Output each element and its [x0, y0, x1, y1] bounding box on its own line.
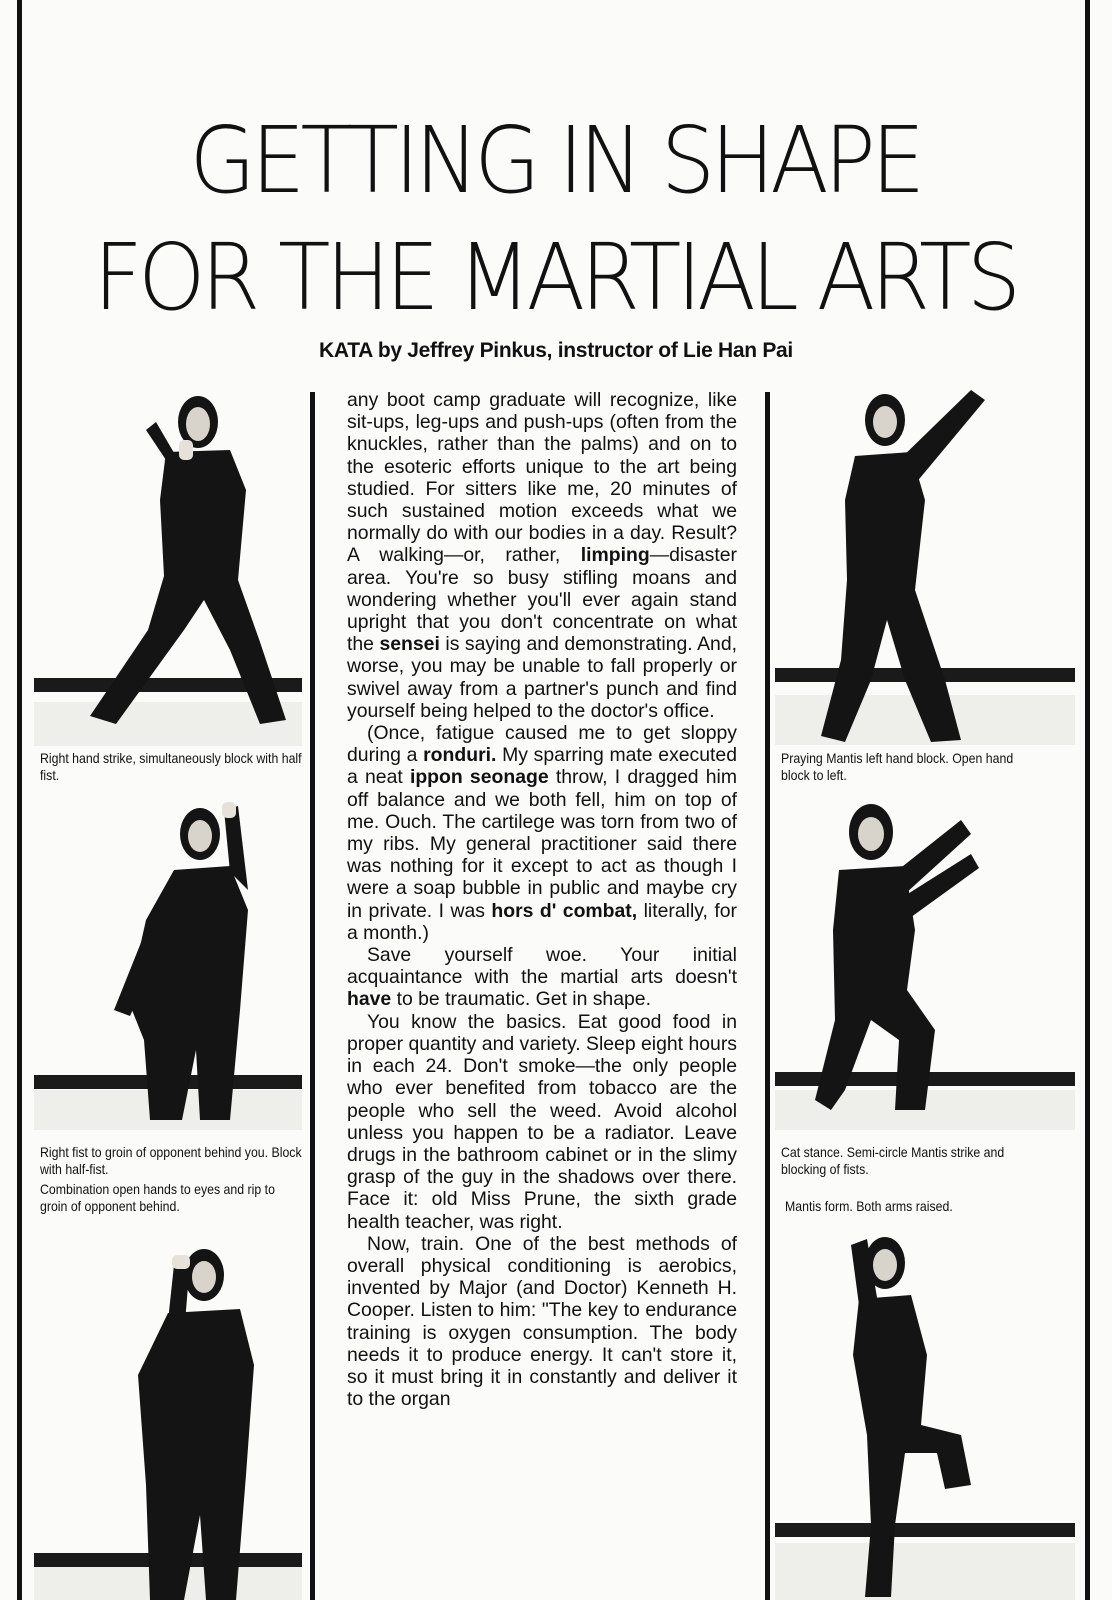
headline-line-2: FOR THE MARTIAL ARTS	[93, 224, 1017, 331]
article-body	[347, 389, 737, 1410]
byline-by: by	[377, 339, 402, 362]
byline-section: KATA	[319, 339, 373, 362]
figure-silhouette	[34, 1225, 302, 1600]
figure-silhouette	[34, 380, 302, 746]
caption-left-middle: Right fist to groin of opponent behind you. Block with half-fist.	[40, 1144, 302, 1177]
article-paragraph-1: any boot camp graduate will recognize, like sit-ups, leg-ups and push-ups (often from the knuckles, rather than the palms) and on to the esoteric efforts unique to the art being studied. For sitters like me, 20 minutes of such sustained motion exceeds what we normally do with our bodies in a day. Result? A walking—or, rather, limping—disaster area. You're so busy stifling moans and wondering whether you'll ever again stand upright that you don't concentrate on what the sensei is saying and demonstrating. And, worse, you may be unable to fall properly or swivel away from a partner's punch and find yourself being helped to the doctor's office.	[347, 389, 737, 722]
caption-right-middle: Cat stance. Semi-circle Mantis strike and blocking of fists.	[781, 1144, 1005, 1177]
photo-praying-mantis-block	[775, 380, 1075, 745]
column-rule-left	[310, 392, 315, 1600]
photo-right-fist-groin	[34, 790, 302, 1130]
figure-silhouette	[775, 790, 1075, 1130]
caption-right-bottom: Mantis form. Both arms raised.	[785, 1198, 953, 1214]
photo-open-hands-eyes	[34, 1225, 302, 1600]
column-rule-right	[765, 392, 770, 1600]
article-paragraph-2: (Once, fatigue caused me to get sloppy during a ronduri. My sparring mate executed a neat ippon seonage throw, I dragged him off balance and we both fell, him on top of me. Ouch. The cartilege was torn from two of my ribs. My general practitioner said there was nothing for it except to act as though I were a soap bubble in public and maybe cry in private. I was hors d' combat, literally, for a month.)	[347, 722, 737, 944]
caption-right-top: Praying Mantis left hand block. Open hand block to left.	[781, 750, 1014, 783]
byline-role: instructor of Lie Han Pai	[557, 339, 793, 362]
headline-line-1: GETTING IN SHAPE	[189, 107, 921, 214]
caption-left-bottom: Combination open hands to eyes and rip to groin of opponent behind.	[40, 1181, 275, 1214]
photo-right-hand-strike	[34, 380, 302, 746]
page-border-left	[17, 0, 22, 1600]
photo-cat-stance	[775, 790, 1075, 1130]
page-border-right	[1085, 0, 1090, 1600]
byline-author: Jeffrey Pinkus	[407, 339, 547, 362]
caption-left-top: Right hand strike, simultaneously block with half fist.	[40, 750, 302, 783]
figure-silhouette	[34, 790, 302, 1130]
article-paragraph-3: Save yourself woe. Your initial acquaintance with the martial arts doesn't have to be traumatic. Get in shape.	[347, 944, 737, 1011]
article-paragraph-4: You know the basics. Eat good food in proper quantity and variety. Sleep eight hours in each 24. Don't smoke—the only people who ever benefited from tobacco are the people who sell the weed. Avoid alcohol unless you happen to be a radiator. Leave drugs in the bathroom cabinet or in the slimy grasp of the guy in the shadows over there. Face it: old Miss Prune, the sixth grade health teacher, was right.	[347, 1010, 737, 1233]
photo-mantis-form	[775, 1225, 1075, 1600]
article-paragraph-5: Now, train. One of the best methods of overall physical conditioning is aerobics, invented by Major (and Doctor) Kenneth H. Cooper. Listen to him: "The key to endurance training is oxygen consumption. The body needs it to produce energy. It can't store it, so it must bring it in constantly and deliver it to the organ	[347, 1232, 737, 1411]
figure-silhouette	[775, 380, 1075, 745]
figure-silhouette	[775, 1225, 1075, 1600]
byline: KATA by Jeffrey Pinkus, instructor of Lie Han Pai	[319, 339, 793, 362]
